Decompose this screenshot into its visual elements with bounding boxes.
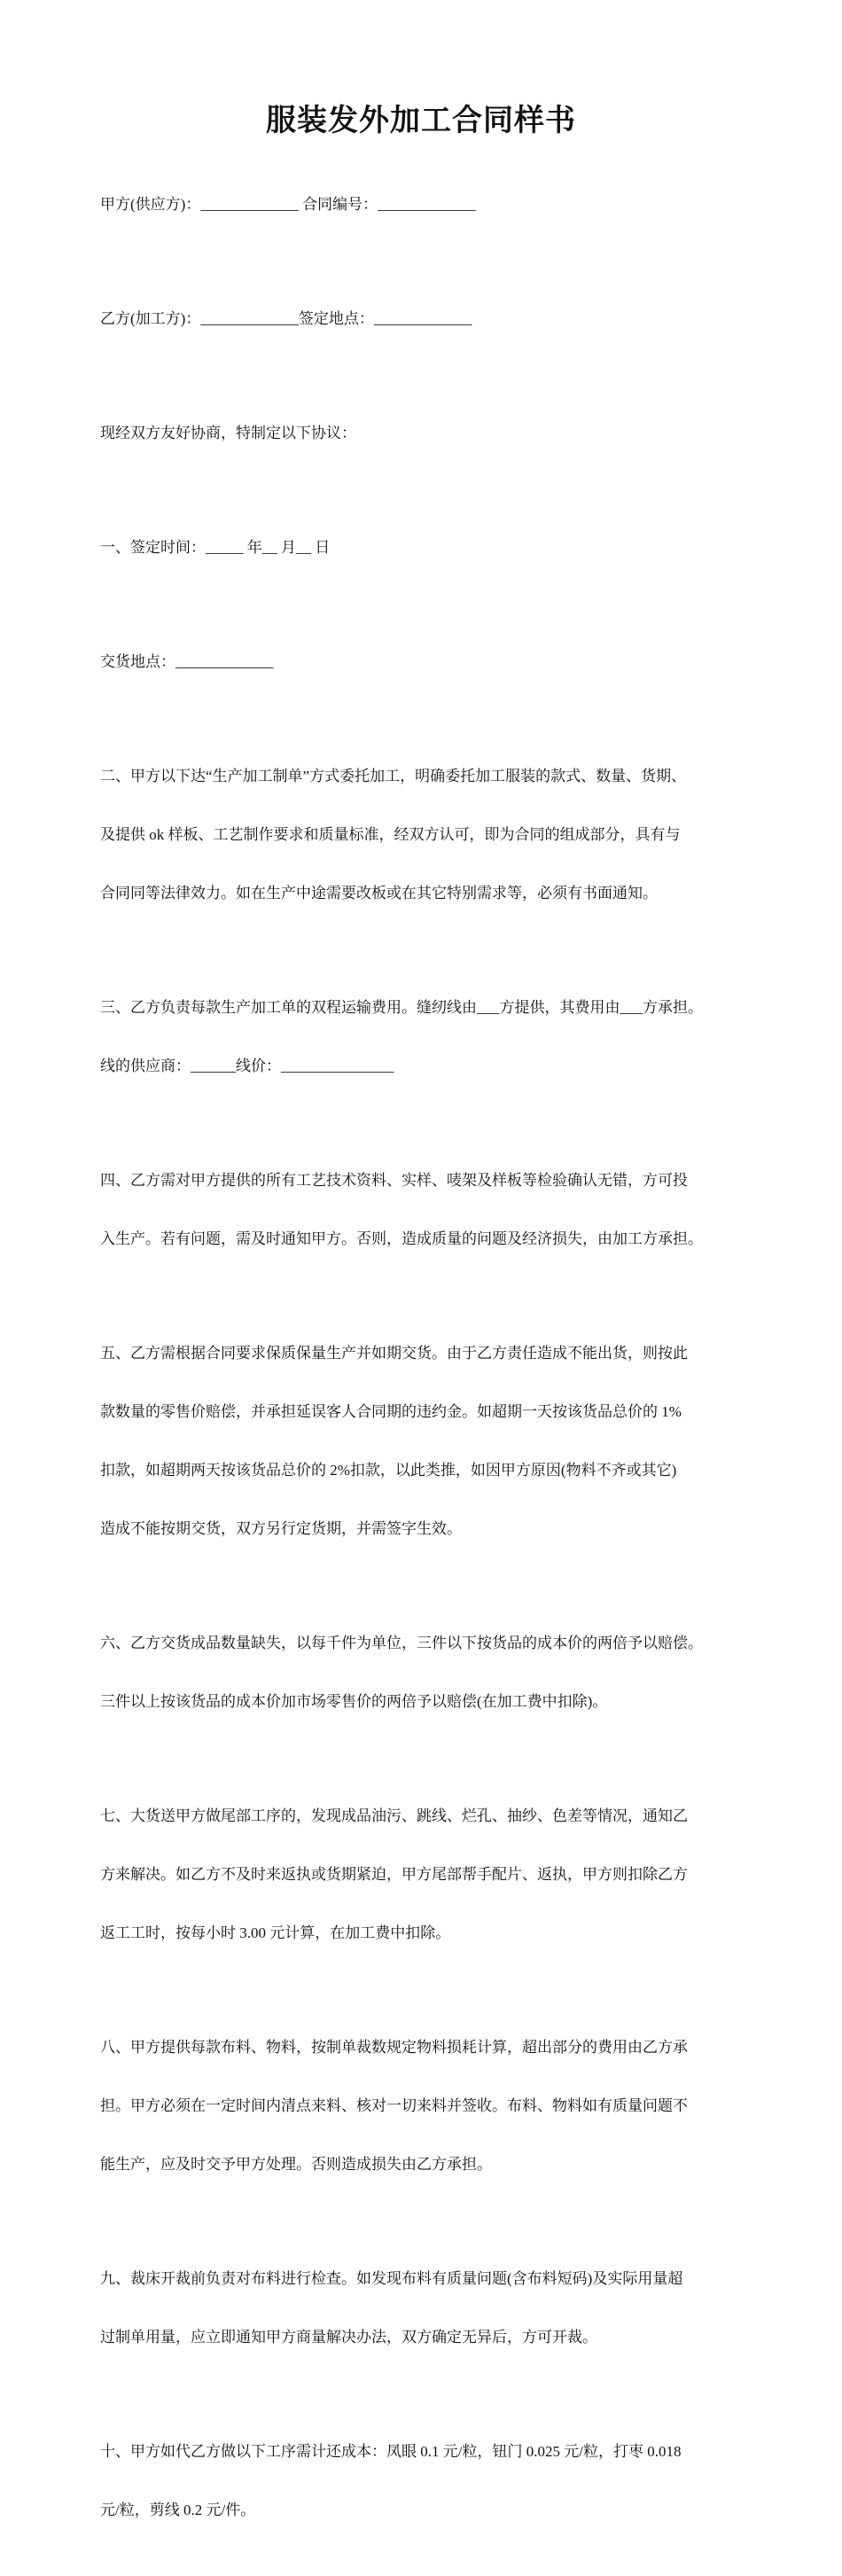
- text-line: 方来解决。如乙方不及时来返执或货期紧迫，甲方尾部帮手配片、返执，甲方则扣除乙方: [100, 1866, 688, 1883]
- text-line: 甲方(供应方)：_____________ 合同编号：_____________: [100, 196, 476, 213]
- text-line: 一、签定时间：_____ 年__ 月__ 日: [100, 539, 331, 556]
- party-b-paragraph: [100, 270, 760, 368]
- document-body: [100, 156, 760, 2576]
- text-line: 及提供 ok 样板、工艺制作要求和质量标准，经双方认可，即为合同的组成部分，具有与: [100, 826, 681, 843]
- clause-7-paragraph: [100, 1768, 760, 1982]
- text-line: 交货地点：_____________: [100, 653, 274, 670]
- clause-10-paragraph: [100, 2403, 760, 2559]
- text-line: 三件以上按该货品的成本价加市场零售价的两倍予以赔偿(在加工费中扣除)。: [100, 1693, 608, 1710]
- clause-5-paragraph: [100, 1305, 760, 1578]
- text-line: 现经双方友好协商，特制定以下协议：: [100, 425, 356, 441]
- party-a-paragraph: [100, 156, 760, 254]
- text-line: 造成不能按期交货，双方另行定货期，并需签字生效。: [100, 1520, 462, 1537]
- text-line: 五、乙方需根据合同要求保质保量生产并如期交货。由于乙方责任造成不能出货，则按此: [100, 1345, 688, 1362]
- clause-4-paragraph: [100, 1132, 760, 1288]
- text-line: 二、甲方以下达“生产加工制单”方式委托加工，明确委托加工服装的款式、数量、货期、: [100, 768, 687, 785]
- document-title: 服装发外加工合同样书: [266, 105, 576, 137]
- clause-9-paragraph: [100, 2230, 760, 2386]
- text-line: 担。甲方必须在一定时间内清点来料、核对一切来料并签收。布料、物料如有质量问题不: [100, 2097, 688, 2114]
- text-line: 合同同等法律效力。如在生产中途需要改板或在其它特别需求等，必须有书面通知。: [100, 885, 658, 902]
- text-line: 八、甲方提供每款布料、物料，按制单裁数规定物料损耗计算，超出部分的费用由乙方承: [100, 2039, 688, 2056]
- text-line: 返工工时，按每小时 3.00 元计算，在加工费中扣除。: [100, 1924, 451, 1941]
- text-line: 四、乙方需对甲方提供的所有工艺技术资料、实样、唛架及样板等检验确认无错，方可投: [100, 1172, 688, 1189]
- text-line: 乙方(加工方)：_____________签定地点：_____________: [100, 310, 472, 327]
- clause-1-paragraph: [100, 499, 760, 597]
- text-line: 十、甲方如代乙方做以下工序需计还成本：凤眼 0.1 元/粒，钮门 0.025 元/粒，打枣 0.018: [100, 2443, 682, 2460]
- clause-6-paragraph: [100, 1595, 760, 1751]
- text-line: 三、乙方负责每款生产加工单的双程运输费用。缝纫线由___方提供，其费用由___方承担。: [100, 999, 703, 1016]
- clause-3-paragraph: [100, 959, 760, 1115]
- text-line: 入生产。若有问题，需及时通知甲方。否则，造成质量的问题及经济损失，由加工方承担。: [100, 1230, 703, 1247]
- text-line: 七、大货送甲方做尾部工序的，发现成品油污、跳线、烂孔、抽纱、色差等情况，通知乙: [100, 1807, 688, 1824]
- text-line: 六、乙方交货成品数量缺失，以每千件为单位，三件以下按货品的成本价的两倍予以赔偿。: [100, 1635, 703, 1651]
- text-line: 扣款，如超期两天按该货品总价的 2%扣款，以此类推，如因甲方原因(物料不齐或其它): [100, 1462, 677, 1479]
- text-line: 能生产，应及时交予甲方处理。否则造成损失由乙方承担。: [100, 2156, 492, 2173]
- intro-paragraph: [100, 385, 760, 482]
- clause-2-paragraph: [100, 728, 760, 942]
- text-line: 过制单用量，应立即通知甲方商量解决办法，双方确定无异后，方可开裁。: [100, 2329, 597, 2346]
- text-line: 线的供应商：______线价：_______________: [100, 1058, 394, 1074]
- text-line: 元/粒，剪线 0.2 元/件。: [100, 2502, 256, 2518]
- delivery-location-paragraph: [100, 613, 760, 711]
- text-line: 九、裁床开裁前负责对布料进行检查。如发现布料有质量问题(含布料短码)及实际用量超: [100, 2270, 683, 2287]
- text-line: 款数量的零售价赔偿，并承担延误客人合同期的违约金。如超期一天按该货品总价的 1%: [100, 1403, 682, 1420]
- clause-8-paragraph: [100, 1999, 760, 2213]
